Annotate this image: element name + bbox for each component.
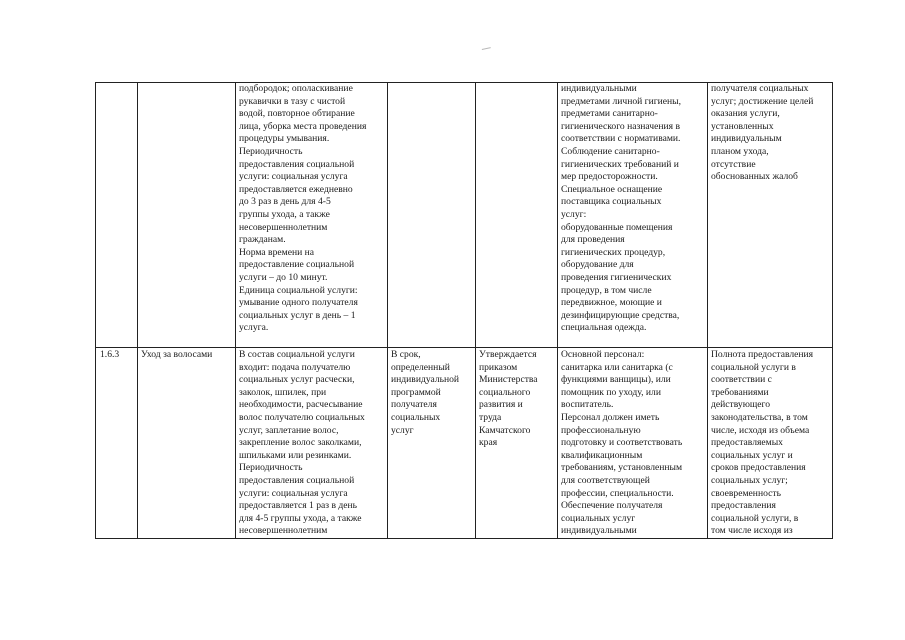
scan-mark [482, 47, 491, 52]
cell-service-conditions: индивидуальными предметами личной гигиены, предметами санитарно- гигиенического назначения в соответствии с нормативами. Соблюдение санитарно- гигиенических требований и мер предосторожности. Специальное оснащение поставщика социальных услуг: оборудованные помещения для проведения гигиенических процедур, оборудование для проведения гигиенических процедур, в том числе передвижное, моющие и дезинфицирующие средства, специальная одежда. [558, 83, 708, 348]
cell-service-content: подбородок; ополаскивание рукавички в тазу с чистой водой, повторное обтирание лица, уборка места проведения процедуры умывания. Периодичность предоставления социальной услуги: социальная услуга предоставляется ежедневно до 3 раз в день для 4-5 группы ухода, а также несовершеннолетним гражданам. Норма времени на предоставление социальной услуги – до 10 минут. Единица социальной услуги: умывание одного получателя социальных услуг в день – 1 услуга. [236, 83, 388, 348]
cell-service-cost: Утверждается приказом Министерства социального развития и труда Камчатского края [476, 348, 558, 539]
cell-service-name: Уход за волосами [138, 348, 236, 539]
cell-service-cost [476, 83, 558, 348]
table-row [96, 83, 833, 348]
table-row [96, 348, 833, 539]
cell-service-quality: Полнота предоставления социальной услуги в соответствии с требованиями действующего законодательства, в том числе, исходя из объема предоставляемых социальных услуг и сроков предоставления социальных услуг; своевременность предоставления социальной услуги, в том числе исходя из [708, 348, 833, 539]
cell-service-content: В состав социальной услуги входит: подача получателю социальных услуг расчески, заколок, шпилек, при необходимости, расчесывание волос получателю социальных услуг, заплетание волос, закрепление волос заколками, шпильками или резинками. Периодичность предоставления социальной услуги: социальная услуга предоставляется 1 раз в день для 4-5 группы ухода, а также несовершеннолетним [236, 348, 388, 539]
services-table [95, 82, 833, 539]
cell-service-name [138, 83, 236, 348]
cell-service-quality: получателя социальных услуг; достижение целей оказания услуги, установленных индивидуальным планом ухода, отсутствие обоснованных жалоб [708, 83, 833, 348]
cell-number [96, 83, 138, 348]
cell-service-conditions: Основной персонал: санитарка или санитарка (с функциями ванщицы), или помощник по уходу, или воспитатель. Персонал должен иметь профессиональную подготовку и соответствовать квалификационным требованиям, установленным для соответствующей профессии, специальности. Обеспечение получателя социальных услуг индивидуальными [558, 348, 708, 539]
cell-service-term: В срок, определенный индивидуальной программой получателя социальных услуг [388, 348, 476, 539]
cell-service-term [388, 83, 476, 348]
cell-number: 1.6.3 [96, 348, 138, 539]
